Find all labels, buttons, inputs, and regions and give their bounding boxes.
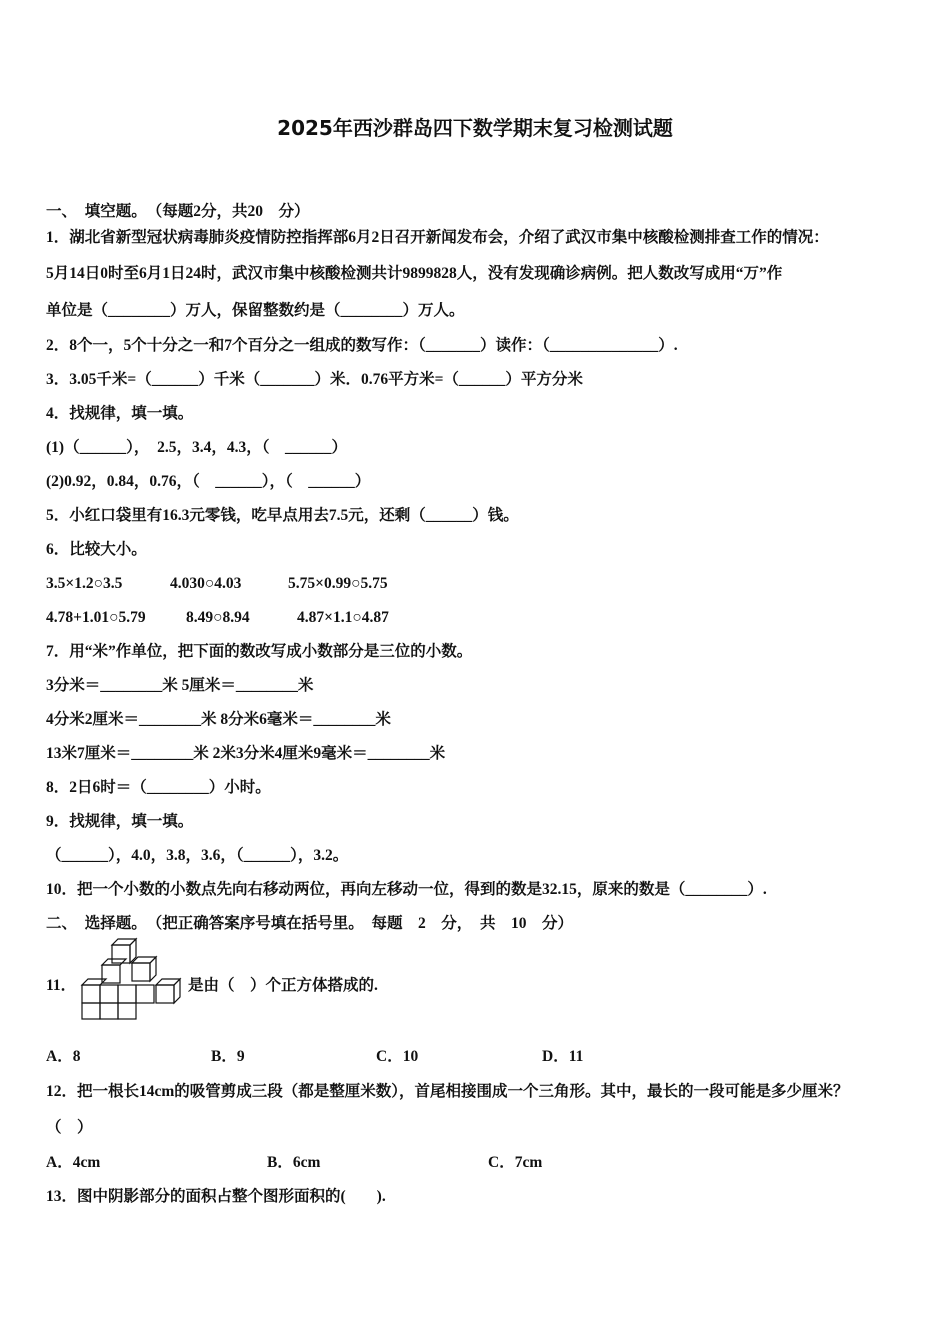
q7-line1: 7．用“米”作单位，把下面的数改写成小数部分是三位的小数。	[46, 643, 473, 660]
compare-item: 4.78+1.01○5.79	[46, 609, 146, 626]
compare-item: 3.5×1.2○3.5	[46, 575, 123, 592]
option-c: C．10	[376, 1048, 419, 1065]
q12-line1: 12．把一根长14cm的吸管剪成三段（都是整厘米数），首尾相接围成一个三角形。其中，最长的一段可能是多少厘米？	[46, 1083, 849, 1100]
q1-line3: 单位是（________）万人，保留整数约是（________）万人。	[46, 302, 465, 319]
option-b: B．9	[211, 1048, 245, 1065]
compare-item: 4.87×1.1○4.87	[297, 609, 389, 626]
q11-text: 是由（ ）个正方体搭成的.	[188, 977, 378, 994]
q4-line2: (1)（______）， 2.5，3.4，4.3，（ ______）	[46, 439, 347, 456]
option-b: B．6cm	[267, 1154, 321, 1171]
q11-number: 11．	[46, 977, 77, 994]
q7-line2: 3分米＝________米 5厘米＝________米	[46, 677, 314, 694]
q12-line2: （ ）	[46, 1119, 93, 1136]
page-title: 2025年西沙群岛四下数学期末复习检测试题	[277, 116, 673, 140]
q6-line1: 6．比较大小。	[46, 541, 147, 558]
option-d: D．11	[542, 1048, 584, 1065]
q9-line1: 9．找规律，填一填。	[46, 813, 194, 830]
q7-line4: 13米7厘米＝________米 2米3分米4厘米9毫米＝________米	[46, 745, 446, 762]
compare-item: 5.75×0.99○5.75	[288, 575, 388, 592]
option-c: C．7cm	[488, 1154, 543, 1171]
cube-stack-figure	[72, 935, 184, 1028]
q12-options	[46, 1153, 542, 1173]
q13: 13．图中阴影部分的面积占整个图形面积的( ).	[46, 1188, 386, 1205]
option-a: A．4cm	[46, 1154, 101, 1171]
q1-line1: 1．湖北省新型冠状病毒肺炎疫情防控指挥部6月2日召开新闻发布会，介绍了武汉市集中核酸检测排查工作的情况：	[46, 229, 829, 246]
option-a: A．8	[46, 1048, 81, 1065]
q11-options	[46, 1047, 583, 1067]
q4-line1: 4．找规律，填一填。	[46, 405, 194, 422]
q1-line2: 5月14日0时至6月1日24时，武汉市集中核酸检测共计9899828人，没有发现确诊病例。把人数改写成用“万”作	[46, 265, 783, 282]
section1-header: 一、 填空题。 （每题2分，共20 分）	[46, 203, 310, 220]
q3: 3．3.05千米=（______）千米（_______）米．0.76平方米=（______）平方分米	[46, 371, 583, 388]
compare-item: 8.49○8.94	[186, 609, 250, 626]
q9-line2: （______），4.0，3.8，3.6，（______），3.2。	[46, 847, 349, 864]
q10: 10．把一个小数的小数点先向右移动两位，再向左移动一位，得到的数是32.15，原来的数是（________）.	[46, 881, 767, 898]
q8: 8．2日6时＝（________）小时。	[46, 779, 271, 796]
compare-item: 4.030○4.03	[170, 575, 242, 592]
q2: 2．8个一，5个十分之一和7个百分之一组成的数写作：（_______）读作：（______________）.	[46, 337, 678, 354]
q5: 5．小红口袋里有16.3元零钱，吃早点用去7.5元，还剩（______）钱。	[46, 507, 519, 524]
q7-line3: 4分米2厘米＝________米 8分米6毫米＝________米	[46, 711, 391, 728]
section2-header: 二、 选择题。 （把正确答案序号填在括号里。 每题 2 分， 共 10 分）	[46, 915, 574, 932]
q6-row1	[46, 574, 388, 594]
q6-row2	[46, 608, 389, 628]
q4-line3: (2)0.92，0.84，0.76，（ ______），（ ______）	[46, 473, 371, 490]
